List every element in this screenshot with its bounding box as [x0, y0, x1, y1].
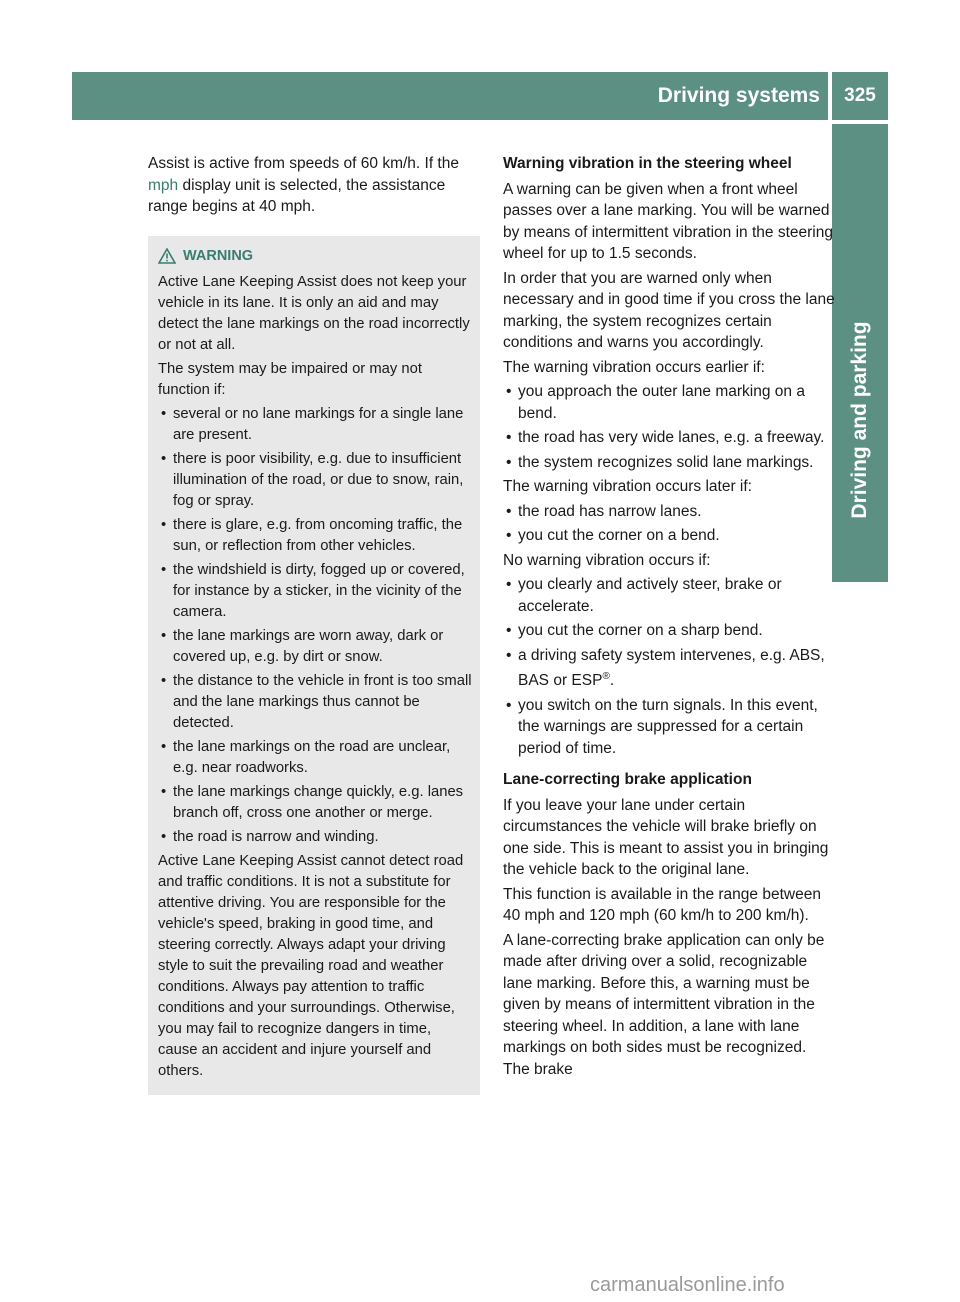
body-paragraph: If you leave your lane under certain circumstances the vehicle will brake briefly on one side. This is meant to assist you in bringing the vehicle back to the original lane. [503, 796, 829, 879]
esp-item-period: . [609, 672, 615, 690]
esp-item-text: a driving safety system intervenes, e.g. ABS, BAS or ESP [518, 646, 825, 690]
list-item: • you cut the corner on a sharp bend. [503, 620, 835, 642]
side-tab-label: Driving and parking [848, 321, 871, 519]
list-item: • the road has very wide lanes, e.g. a freeway. [503, 427, 835, 449]
body-paragraph: A warning can be given when a front wheel passes over a lane marking. You will be warned by means of intermittent vibration in the steering wheel for up to 1.5 seconds. [503, 180, 833, 262]
list-item: • you switch on the turn signals. In this event, the warnings are suppressed for a certain period of time. [503, 695, 835, 760]
registered-mark: ® [602, 671, 610, 682]
warning-title: WARNING [183, 247, 254, 264]
list-item: • you clearly and actively steer, brake or accelerate. [503, 574, 835, 617]
list-item: • you cut the corner on a bend. [503, 525, 835, 547]
list-item: • the windshield is dirty, fogged up or covered, for instance by a sticker, in the vicinity of the camera. [158, 560, 474, 623]
body-paragraph: This function is available in the range between 40 mph and 120 mph (60 km/h to 200 km/h). [503, 885, 821, 925]
right-column [503, 153, 835, 1083]
section-heading: Warning vibration in the steering wheel [503, 155, 792, 172]
no-warning-list [503, 574, 835, 759]
earlier-list [503, 381, 835, 473]
list-intro: The warning vibration occurs later if: [503, 478, 752, 495]
list-item: • the lane markings on the road are unclear, e.g. near roadworks. [158, 737, 474, 779]
watermark: carmanualsonline.info [590, 1274, 785, 1296]
intro-paragraph [148, 153, 480, 218]
side-tab-marker [832, 532, 888, 582]
list-intro: No warning vibration occurs if: [503, 551, 711, 569]
warning-list [158, 404, 474, 848]
left-column [148, 153, 480, 1095]
warning-triangle-icon [158, 248, 176, 264]
list-item: • the system recognizes solid lane markings. [503, 452, 835, 474]
warning-paragraph: Active Lane Keeping Assist does not keep your vehicle in its lane. It is only an aid and may detect the lane markings on the road incorrectly or not at all. [158, 273, 470, 353]
list-intro: The warning vibration occurs earlier if: [503, 358, 765, 376]
warning-paragraph: Active Lane Keeping Assist cannot detect road and traffic conditions. It is not a substitute for attentive driving. You are responsible for the vehicle's speed, braking in good time, and steering correctly. Always adapt your driving style to suit the prevailing road and weather conditions. Always pay attention to traffic conditions and your surroundings. Otherwise, you may fail to recognize dangers in time, cause an accident and injure yourself and others. [158, 852, 464, 1079]
section-title: Driving systems [657, 84, 820, 107]
warning-paragraph: The system may be impaired or may not function if: [158, 360, 422, 398]
list-item: • the road has narrow lanes. [503, 501, 835, 523]
mph-unit-label: mph [148, 176, 179, 194]
intro-text-1: Assist is active from speeds of 60 km/h. If the [148, 155, 459, 172]
page-number: 325 [832, 72, 888, 120]
body-paragraph: A lane-correcting brake application can only be made after driving over a solid, recognizable lane marking. Before this, a warning must be given by means of intermittent vibration in the steering wheel. In addition, a lane with lane markings on both sides must be recognized. The brake [503, 931, 825, 1078]
intro-text-2: display unit is selected, the assistance range begins at 40 mph. [148, 176, 446, 215]
list-item: • the distance to the vehicle in front is too small and the lane markings thus cannot be detected. [158, 671, 474, 734]
list-item: • the lane markings are worn away, dark or covered up, e.g. by dirt or snow. [158, 626, 474, 668]
later-list [503, 501, 835, 547]
body-paragraph: In order that you are warned only when necessary and in good time if you cross the lane marking, the system recognizes certain conditions and warns you accordingly. [503, 269, 835, 351]
list-item: • several or no lane markings for a single lane are present. [158, 404, 474, 446]
list-item: • you approach the outer lane marking on a bend. [503, 381, 835, 424]
section-heading: Lane-correcting brake application [503, 771, 752, 789]
warning-heading [158, 246, 474, 267]
warning-box [148, 236, 480, 1095]
list-item: • there is poor visibility, e.g. due to insufficient illumination of the road, or due to snow, rain, fog or spray. [158, 449, 474, 512]
list-item: • there is glare, e.g. from oncoming traffic, the sun, or reflection from other vehicles. [158, 515, 474, 557]
list-item: • the lane markings change quickly, e.g. lanes branch off, cross one another or merge. [158, 782, 474, 824]
list-item: • the road is narrow and winding. [158, 827, 474, 848]
list-item [503, 645, 835, 692]
